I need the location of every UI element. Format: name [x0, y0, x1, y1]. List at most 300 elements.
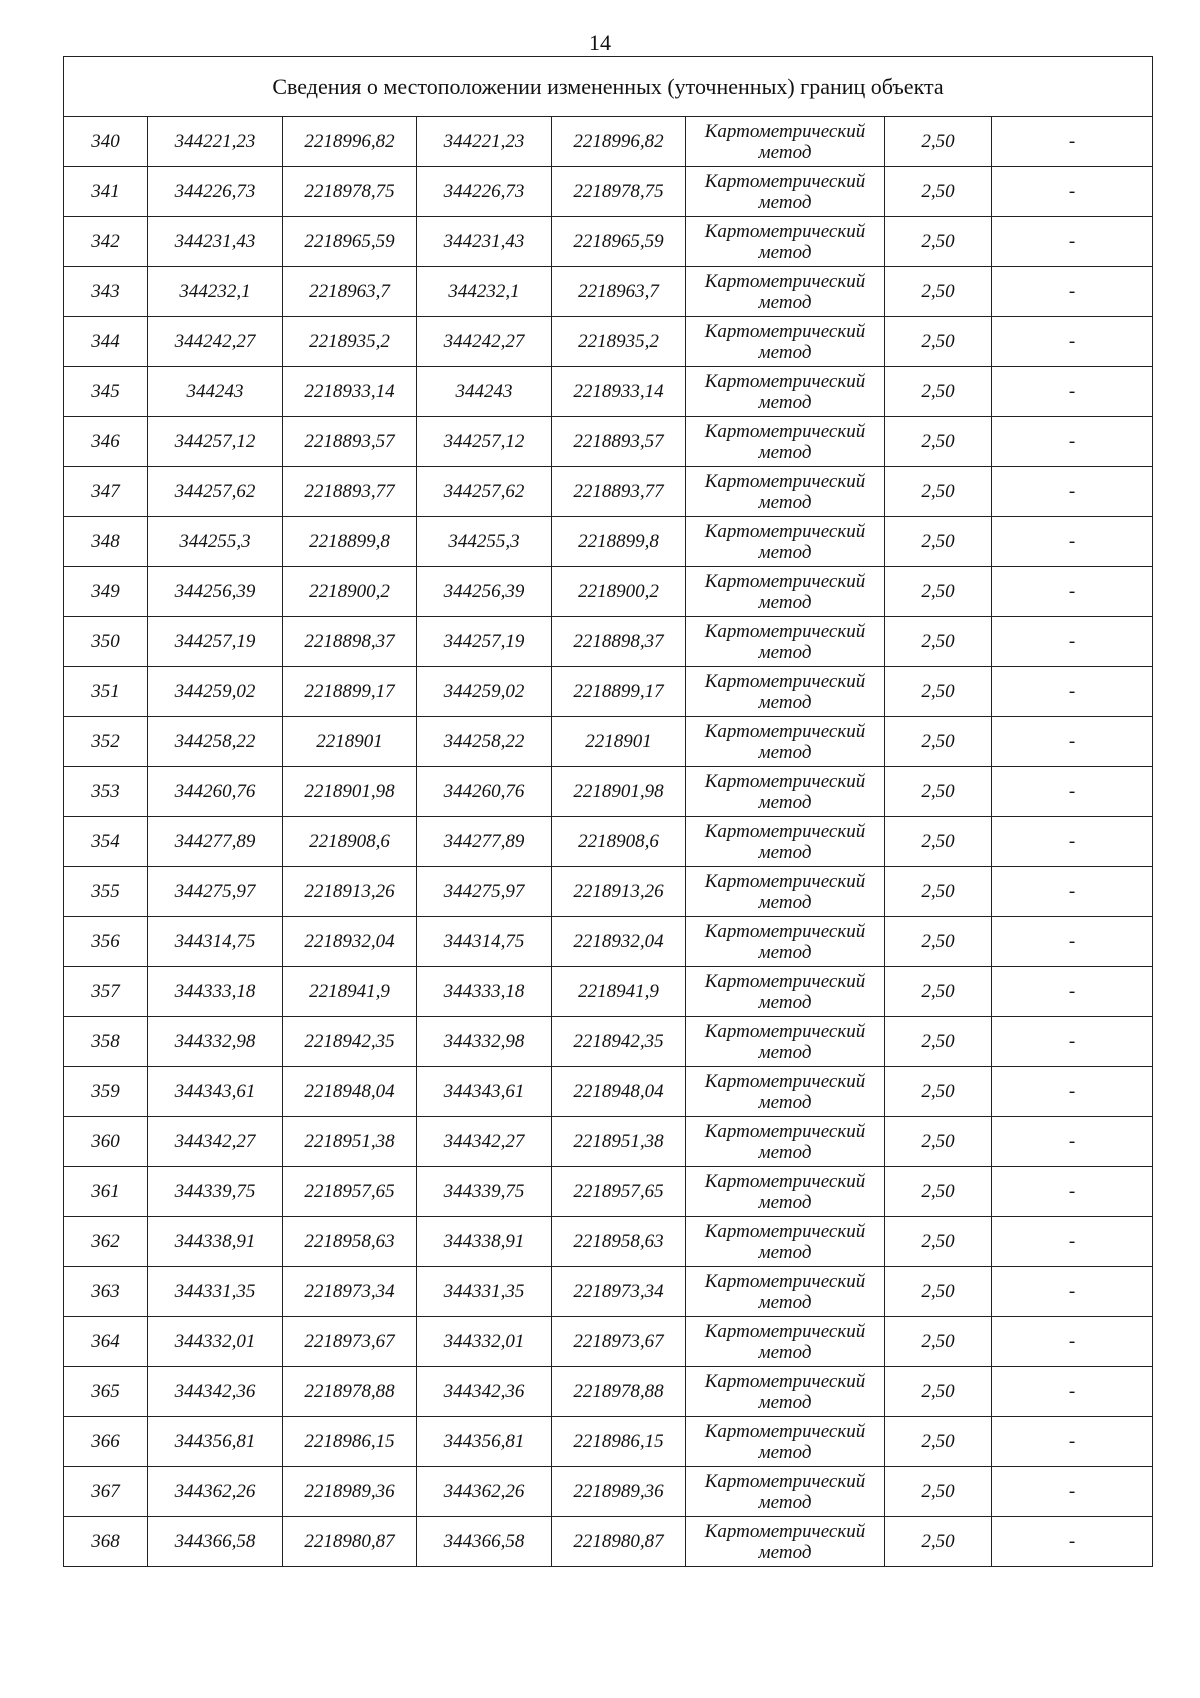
table-row — [64, 767, 1153, 817]
refined-x-cell: 344258,22 — [417, 717, 552, 767]
note-cell: - — [992, 1317, 1153, 1367]
method-cell — [686, 867, 885, 917]
existing-y-cell: 2218973,67 — [283, 1317, 417, 1367]
method-line-2: метод — [758, 1091, 812, 1113]
method-line-1: Картометрический — [704, 620, 866, 642]
note-cell: - — [992, 717, 1153, 767]
accuracy-cell: 2,50 — [885, 1167, 992, 1217]
method-line-2: метод — [758, 1241, 812, 1263]
point-number-cell: 356 — [64, 917, 148, 967]
method-cell — [686, 517, 885, 567]
note-cell: - — [992, 217, 1153, 267]
existing-y-cell: 2218901 — [283, 717, 417, 767]
existing-y-cell: 2218951,38 — [283, 1117, 417, 1167]
refined-x-cell: 344339,75 — [417, 1167, 552, 1217]
point-number-cell: 347 — [64, 467, 148, 517]
accuracy-cell: 2,50 — [885, 1067, 992, 1117]
table-row — [64, 167, 1153, 217]
refined-y-cell: 2218980,87 — [552, 1517, 686, 1567]
accuracy-cell: 2,50 — [885, 567, 992, 617]
point-number-cell: 350 — [64, 617, 148, 667]
existing-x-cell: 344242,27 — [148, 317, 283, 367]
refined-y-cell: 2218951,38 — [552, 1117, 686, 1167]
note-cell: - — [992, 1367, 1153, 1417]
method-cell — [686, 1317, 885, 1367]
accuracy-cell: 2,50 — [885, 917, 992, 967]
method-line-1: Картометрический — [704, 120, 866, 142]
method-line-2: метод — [758, 791, 812, 813]
method-cell — [686, 117, 885, 167]
accuracy-cell: 2,50 — [885, 817, 992, 867]
table-row — [64, 217, 1153, 267]
note-cell: - — [992, 567, 1153, 617]
existing-x-cell: 344333,18 — [148, 967, 283, 1017]
refined-y-cell: 2218973,67 — [552, 1317, 686, 1367]
refined-y-cell: 2218996,82 — [552, 117, 686, 167]
accuracy-cell: 2,50 — [885, 1017, 992, 1067]
refined-x-cell: 344338,91 — [417, 1217, 552, 1267]
accuracy-cell: 2,50 — [885, 317, 992, 367]
note-cell: - — [992, 967, 1153, 1017]
method-line-1: Картометрический — [704, 1320, 866, 1342]
accuracy-cell: 2,50 — [885, 717, 992, 767]
method-line-2: метод — [758, 541, 812, 563]
existing-y-cell: 2218948,04 — [283, 1067, 417, 1117]
refined-y-cell: 2218893,77 — [552, 467, 686, 517]
point-number-cell: 363 — [64, 1267, 148, 1317]
existing-x-cell: 344243 — [148, 367, 283, 417]
note-cell: - — [992, 1117, 1153, 1167]
existing-y-cell: 2218893,57 — [283, 417, 417, 467]
refined-y-cell: 2218901 — [552, 717, 686, 767]
accuracy-cell: 2,50 — [885, 617, 992, 667]
method-line-1: Картометрический — [704, 720, 866, 742]
note-cell: - — [992, 1467, 1153, 1517]
refined-y-cell: 2218913,26 — [552, 867, 686, 917]
existing-y-cell: 2218989,36 — [283, 1467, 417, 1517]
refined-y-cell: 2218899,17 — [552, 667, 686, 717]
refined-y-cell: 2218932,04 — [552, 917, 686, 967]
point-number-cell: 351 — [64, 667, 148, 717]
method-line-2: метод — [758, 691, 812, 713]
refined-x-cell: 344257,12 — [417, 417, 552, 467]
refined-y-cell: 2218963,7 — [552, 267, 686, 317]
method-cell — [686, 467, 885, 517]
point-number-cell: 360 — [64, 1117, 148, 1167]
method-line-2: метод — [758, 1491, 812, 1513]
refined-x-cell: 344342,27 — [417, 1117, 552, 1167]
refined-y-cell: 2218933,14 — [552, 367, 686, 417]
accuracy-cell: 2,50 — [885, 1517, 992, 1567]
table-row — [64, 1517, 1153, 1567]
existing-x-cell: 344338,91 — [148, 1217, 283, 1267]
method-line-1: Картометрический — [704, 170, 866, 192]
point-number-cell: 352 — [64, 717, 148, 767]
accuracy-cell: 2,50 — [885, 1217, 992, 1267]
existing-x-cell: 344259,02 — [148, 667, 283, 717]
method-line-1: Картометрический — [704, 820, 866, 842]
note-cell: - — [992, 1067, 1153, 1117]
method-line-2: метод — [758, 1441, 812, 1463]
point-number-cell: 367 — [64, 1467, 148, 1517]
refined-y-cell: 2218935,2 — [552, 317, 686, 367]
existing-y-cell: 2218893,77 — [283, 467, 417, 517]
table-row — [64, 1467, 1153, 1517]
method-line-1: Картометрический — [704, 1020, 866, 1042]
existing-x-cell: 344356,81 — [148, 1417, 283, 1467]
refined-x-cell: 344366,58 — [417, 1517, 552, 1567]
table-row — [64, 617, 1153, 667]
table-row — [64, 917, 1153, 967]
table-row — [64, 517, 1153, 567]
accuracy-cell: 2,50 — [885, 167, 992, 217]
method-line-1: Картометрический — [704, 520, 866, 542]
accuracy-cell: 2,50 — [885, 467, 992, 517]
existing-x-cell: 344332,01 — [148, 1317, 283, 1367]
method-cell — [686, 167, 885, 217]
method-line-2: метод — [758, 491, 812, 513]
method-cell — [686, 1217, 885, 1267]
table-row — [64, 417, 1153, 467]
refined-x-cell: 344226,73 — [417, 167, 552, 217]
point-number-cell: 342 — [64, 217, 148, 267]
method-line-1: Картометрический — [704, 470, 866, 492]
existing-x-cell: 344226,73 — [148, 167, 283, 217]
refined-x-cell: 344257,62 — [417, 467, 552, 517]
refined-x-cell: 344259,02 — [417, 667, 552, 717]
note-cell: - — [992, 1017, 1153, 1067]
existing-y-cell: 2218986,15 — [283, 1417, 417, 1467]
method-line-2: метод — [758, 1541, 812, 1563]
existing-y-cell: 2218933,14 — [283, 367, 417, 417]
accuracy-cell: 2,50 — [885, 1267, 992, 1317]
refined-y-cell: 2218908,6 — [552, 817, 686, 867]
method-line-2: метод — [758, 641, 812, 663]
note-cell: - — [992, 1517, 1153, 1567]
table-row — [64, 967, 1153, 1017]
existing-y-cell: 2218980,87 — [283, 1517, 417, 1567]
point-number-cell: 349 — [64, 567, 148, 617]
method-line-1: Картометрический — [704, 970, 866, 992]
method-line-2: метод — [758, 1291, 812, 1313]
refined-x-cell: 344256,39 — [417, 567, 552, 617]
accuracy-cell: 2,50 — [885, 767, 992, 817]
refined-y-cell: 2218986,15 — [552, 1417, 686, 1467]
refined-x-cell: 344343,61 — [417, 1067, 552, 1117]
point-number-cell: 365 — [64, 1367, 148, 1417]
refined-y-cell: 2218899,8 — [552, 517, 686, 567]
point-number-cell: 357 — [64, 967, 148, 1017]
method-line-1: Картометрический — [704, 1520, 866, 1542]
method-cell — [686, 267, 885, 317]
existing-x-cell: 344342,27 — [148, 1117, 283, 1167]
refined-y-cell: 2218898,37 — [552, 617, 686, 667]
note-cell: - — [992, 417, 1153, 467]
table-row — [64, 1067, 1153, 1117]
method-line-2: метод — [758, 1391, 812, 1413]
method-cell — [686, 617, 885, 667]
accuracy-cell: 2,50 — [885, 1117, 992, 1167]
method-line-2: метод — [758, 1041, 812, 1063]
note-cell: - — [992, 1267, 1153, 1317]
refined-x-cell: 344332,01 — [417, 1317, 552, 1367]
point-number-cell: 346 — [64, 417, 148, 467]
accuracy-cell: 2,50 — [885, 117, 992, 167]
note-cell: - — [992, 917, 1153, 967]
point-number-cell: 368 — [64, 1517, 148, 1567]
method-line-1: Картометрический — [704, 920, 866, 942]
existing-y-cell: 2218899,17 — [283, 667, 417, 717]
method-line-1: Картометрический — [704, 1420, 866, 1442]
table-row — [64, 817, 1153, 867]
accuracy-cell: 2,50 — [885, 517, 992, 567]
method-cell — [686, 817, 885, 867]
method-cell — [686, 667, 885, 717]
method-line-2: метод — [758, 941, 812, 963]
table-row — [64, 467, 1153, 517]
point-number-cell: 344 — [64, 317, 148, 367]
method-line-1: Картометрический — [704, 420, 866, 442]
method-line-1: Картометрический — [704, 670, 866, 692]
table-row — [64, 1417, 1153, 1467]
method-cell — [686, 717, 885, 767]
point-number-cell: 361 — [64, 1167, 148, 1217]
accuracy-cell: 2,50 — [885, 1467, 992, 1517]
refined-y-cell: 2218989,36 — [552, 1467, 686, 1517]
note-cell: - — [992, 817, 1153, 867]
existing-x-cell: 344231,43 — [148, 217, 283, 267]
table-row — [64, 1117, 1153, 1167]
method-line-2: метод — [758, 891, 812, 913]
existing-y-cell: 2218965,59 — [283, 217, 417, 267]
method-cell — [686, 967, 885, 1017]
refined-y-cell: 2218978,88 — [552, 1367, 686, 1417]
table-row — [64, 717, 1153, 767]
method-cell — [686, 917, 885, 967]
existing-x-cell: 344366,58 — [148, 1517, 283, 1567]
note-cell: - — [992, 1167, 1153, 1217]
table-row — [64, 117, 1153, 167]
existing-x-cell: 344339,75 — [148, 1167, 283, 1217]
point-number-cell: 364 — [64, 1317, 148, 1367]
refined-x-cell: 344231,43 — [417, 217, 552, 267]
method-line-1: Картометрический — [704, 1270, 866, 1292]
refined-y-cell: 2218978,75 — [552, 167, 686, 217]
note-cell: - — [992, 1417, 1153, 1467]
refined-x-cell: 344221,23 — [417, 117, 552, 167]
method-line-2: метод — [758, 241, 812, 263]
note-cell: - — [992, 1217, 1153, 1267]
accuracy-cell: 2,50 — [885, 367, 992, 417]
point-number-cell: 362 — [64, 1217, 148, 1267]
refined-x-cell: 344314,75 — [417, 917, 552, 967]
method-line-1: Картометрический — [704, 370, 866, 392]
accuracy-cell: 2,50 — [885, 1317, 992, 1367]
existing-y-cell: 2218935,2 — [283, 317, 417, 367]
table-row — [64, 267, 1153, 317]
point-number-cell: 353 — [64, 767, 148, 817]
existing-y-cell: 2218963,7 — [283, 267, 417, 317]
method-cell — [686, 767, 885, 817]
method-line-1: Картометрический — [704, 1070, 866, 1092]
accuracy-cell: 2,50 — [885, 667, 992, 717]
existing-y-cell: 2218899,8 — [283, 517, 417, 567]
method-line-1: Картометрический — [704, 770, 866, 792]
method-cell — [686, 1117, 885, 1167]
method-cell — [686, 1517, 885, 1567]
refined-x-cell: 344333,18 — [417, 967, 552, 1017]
existing-y-cell: 2218957,65 — [283, 1167, 417, 1217]
table-row — [64, 367, 1153, 417]
method-line-1: Картометрический — [704, 870, 866, 892]
method-cell — [686, 217, 885, 267]
page-number: 14 — [589, 30, 611, 55]
point-number-cell: 343 — [64, 267, 148, 317]
method-line-2: метод — [758, 441, 812, 463]
method-line-2: метод — [758, 841, 812, 863]
table-row — [64, 1167, 1153, 1217]
refined-x-cell: 344356,81 — [417, 1417, 552, 1467]
point-number-cell: 366 — [64, 1417, 148, 1467]
accuracy-cell: 2,50 — [885, 1367, 992, 1417]
note-cell: - — [992, 317, 1153, 367]
method-line-1: Картометрический — [704, 1120, 866, 1142]
table-row — [64, 667, 1153, 717]
table-title-row — [64, 57, 1153, 117]
method-line-1: Картометрический — [704, 220, 866, 242]
existing-y-cell: 2218978,75 — [283, 167, 417, 217]
refined-x-cell: 344242,27 — [417, 317, 552, 367]
table-row — [64, 1367, 1153, 1417]
existing-y-cell: 2218908,6 — [283, 817, 417, 867]
method-cell — [686, 417, 885, 467]
note-cell: - — [992, 467, 1153, 517]
table-row — [64, 1017, 1153, 1067]
point-number-cell: 359 — [64, 1067, 148, 1117]
note-cell: - — [992, 617, 1153, 667]
accuracy-cell: 2,50 — [885, 967, 992, 1017]
existing-y-cell: 2218978,88 — [283, 1367, 417, 1417]
table-row — [64, 1317, 1153, 1367]
method-line-2: метод — [758, 391, 812, 413]
note-cell: - — [992, 767, 1153, 817]
method-line-1: Картометрический — [704, 270, 866, 292]
point-number-cell: 340 — [64, 117, 148, 167]
table-row — [64, 567, 1153, 617]
existing-x-cell: 344314,75 — [148, 917, 283, 967]
existing-x-cell: 344256,39 — [148, 567, 283, 617]
point-number-cell: 348 — [64, 517, 148, 567]
point-number-cell: 341 — [64, 167, 148, 217]
refined-x-cell: 344342,36 — [417, 1367, 552, 1417]
method-line-2: метод — [758, 741, 812, 763]
refined-x-cell: 344257,19 — [417, 617, 552, 667]
refined-y-cell: 2218965,59 — [552, 217, 686, 267]
existing-x-cell: 344257,12 — [148, 417, 283, 467]
existing-y-cell: 2218913,26 — [283, 867, 417, 917]
method-cell — [686, 1267, 885, 1317]
existing-y-cell: 2218898,37 — [283, 617, 417, 667]
note-cell: - — [992, 267, 1153, 317]
existing-y-cell: 2218941,9 — [283, 967, 417, 1017]
existing-y-cell: 2218901,98 — [283, 767, 417, 817]
existing-x-cell: 344232,1 — [148, 267, 283, 317]
existing-x-cell: 344257,62 — [148, 467, 283, 517]
method-cell — [686, 367, 885, 417]
table-title: Сведения о местоположении измененных (уточненных) границ объекта — [64, 57, 1153, 117]
method-line-1: Картометрический — [704, 1220, 866, 1242]
boundary-coordinates-table — [63, 56, 1153, 1567]
method-line-2: метод — [758, 141, 812, 163]
table-row — [64, 867, 1153, 917]
refined-x-cell: 344232,1 — [417, 267, 552, 317]
method-line-2: метод — [758, 341, 812, 363]
method-line-1: Картометрический — [704, 1370, 866, 1392]
refined-y-cell: 2218958,63 — [552, 1217, 686, 1267]
existing-x-cell: 344260,76 — [148, 767, 283, 817]
method-cell — [686, 567, 885, 617]
method-cell — [686, 1417, 885, 1467]
refined-y-cell: 2218893,57 — [552, 417, 686, 467]
accuracy-cell: 2,50 — [885, 217, 992, 267]
existing-y-cell: 2218900,2 — [283, 567, 417, 617]
refined-x-cell: 344255,3 — [417, 517, 552, 567]
accuracy-cell: 2,50 — [885, 1417, 992, 1467]
existing-x-cell: 344257,19 — [148, 617, 283, 667]
existing-x-cell: 344255,3 — [148, 517, 283, 567]
table-row — [64, 1217, 1153, 1267]
refined-x-cell: 344332,98 — [417, 1017, 552, 1067]
accuracy-cell: 2,50 — [885, 267, 992, 317]
method-line-2: метод — [758, 1341, 812, 1363]
note-cell: - — [992, 167, 1153, 217]
point-number-cell: 355 — [64, 867, 148, 917]
note-cell: - — [992, 117, 1153, 167]
refined-y-cell: 2218941,9 — [552, 967, 686, 1017]
table-row — [64, 1267, 1153, 1317]
method-line-2: метод — [758, 991, 812, 1013]
method-line-2: метод — [758, 1191, 812, 1213]
method-line-1: Картометрический — [704, 570, 866, 592]
refined-y-cell: 2218973,34 — [552, 1267, 686, 1317]
table-row — [64, 317, 1153, 367]
existing-x-cell: 344342,36 — [148, 1367, 283, 1417]
note-cell: - — [992, 867, 1153, 917]
note-cell: - — [992, 667, 1153, 717]
existing-x-cell: 344277,89 — [148, 817, 283, 867]
refined-y-cell: 2218957,65 — [552, 1167, 686, 1217]
method-cell — [686, 1467, 885, 1517]
accuracy-cell: 2,50 — [885, 417, 992, 467]
existing-x-cell: 344362,26 — [148, 1467, 283, 1517]
existing-y-cell: 2218958,63 — [283, 1217, 417, 1267]
method-line-2: метод — [758, 1141, 812, 1163]
method-cell — [686, 1167, 885, 1217]
existing-x-cell: 344221,23 — [148, 117, 283, 167]
existing-x-cell: 344343,61 — [148, 1067, 283, 1117]
existing-x-cell: 344332,98 — [148, 1017, 283, 1067]
refined-y-cell: 2218942,35 — [552, 1017, 686, 1067]
refined-y-cell: 2218900,2 — [552, 567, 686, 617]
note-cell: - — [992, 517, 1153, 567]
existing-y-cell: 2218973,34 — [283, 1267, 417, 1317]
existing-x-cell: 344331,35 — [148, 1267, 283, 1317]
existing-y-cell: 2218932,04 — [283, 917, 417, 967]
method-cell — [686, 1067, 885, 1117]
existing-x-cell: 344275,97 — [148, 867, 283, 917]
accuracy-cell: 2,50 — [885, 867, 992, 917]
refined-x-cell: 344260,76 — [417, 767, 552, 817]
